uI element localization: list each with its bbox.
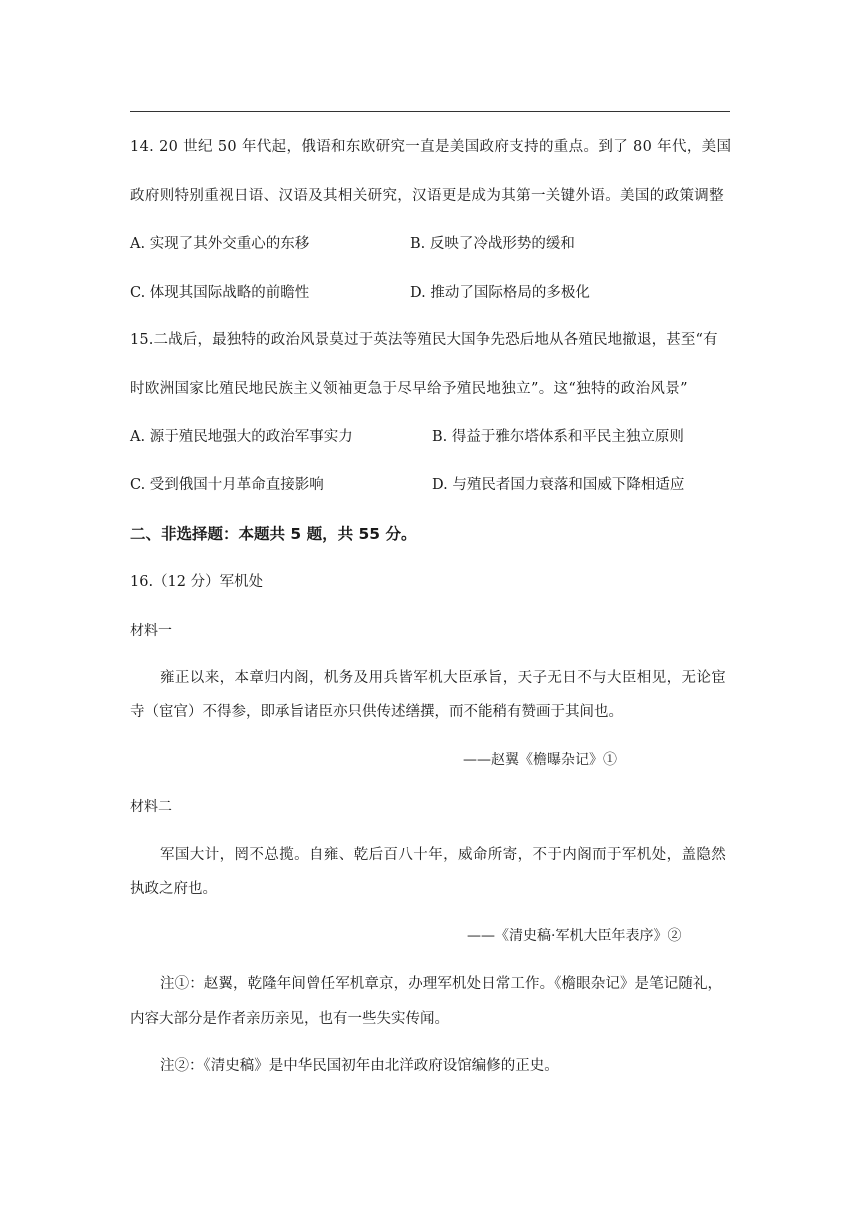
note-2-line-1: 注②：《清史稿》是中华民国初年由北洋政府设馆编修的正史。: [160, 1058, 559, 1074]
question-15-option-b[interactable]: B. 得益于雅尔塔体系和平民主独立原则: [432, 429, 684, 445]
question-15-option-a[interactable]: A. 源于殖民地强大的政治军事实力: [130, 429, 353, 445]
header-rule: [130, 111, 730, 112]
question-14-option-c[interactable]: C. 体现其国际战略的前瞻性: [130, 285, 310, 301]
question-14-option-d[interactable]: D. 推动了国际格局的多极化: [410, 285, 590, 301]
question-14-option-a[interactable]: A. 实现了其外交重心的东移: [130, 236, 310, 252]
material-1-label: 材料一: [130, 623, 172, 639]
question-15-stem-line-1: 15.二战后，最独特的政治风景莫过于英法等殖民大国争先恐后地从各殖民地撤退，甚至“有: [130, 332, 718, 348]
material-1-line-2: 寺（宦官）不得参，即承旨诸臣亦只供传述缮撰，而不能稍有赞画于其间也。: [130, 704, 623, 720]
material-1-line-1: 雍正以来，本章归内阁，机务及用兵皆军机大臣承旨，天子无日不与大臣相见，无论宦: [160, 670, 727, 686]
question-15-stem-line-2: 时欧洲国家比殖民地民族主义领袖更急于尽早给予殖民地独立”。这“独特的政治风景”: [130, 381, 688, 397]
question-14-option-b[interactable]: B. 反映了冷战形势的缓和: [410, 236, 575, 252]
question-15-option-c[interactable]: C. 受到俄国十月革命直接影响: [130, 477, 324, 493]
question-16-title: 16.（12 分）军机处: [130, 574, 264, 590]
note-1-line-1: 注①：赵翼，乾隆年间曾任军机章京，办理军机处日常工作。《檐眼杂记》是笔记随礼，: [160, 976, 723, 992]
note-1-line-2: 内容大部分是作者亲历亲见，也有一些失实传闻。: [130, 1011, 449, 1027]
material-2-label: 材料二: [130, 799, 172, 815]
material-1-citation: ——赵翼《檐曝杂记》①: [463, 752, 617, 768]
question-15-option-d[interactable]: D. 与殖民者国力衰落和国威下降相适应: [432, 477, 685, 493]
question-14-stem-line-1: 14. 20 世纪 50 年代起，俄语和东欧研究一直是美国政府支持的重点。到了 80 年代，美国: [130, 139, 732, 155]
section-2-heading: 二、非选择题：本题共 5 题，共 55 分。: [130, 525, 417, 543]
question-14-stem-line-2: 政府则特别重视日语、汉语及其相关研究，汉语更是成为其第一关键外语。美国的政策调整: [130, 188, 724, 204]
material-2-line-1: 军国大计，罔不总揽。自雍、乾后百八十年，威命所寄，不于内阁而于军机处，盖隐然: [160, 847, 727, 863]
material-2-line-2: 执政之府也。: [130, 881, 217, 897]
material-2-citation: ——《清史稿·军机大臣年表序》②: [467, 928, 682, 944]
